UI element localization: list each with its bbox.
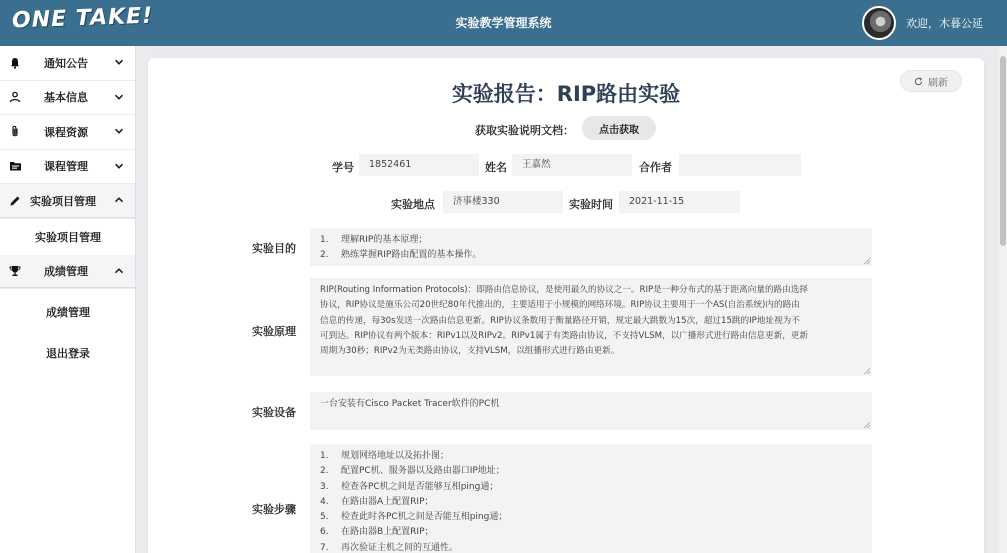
steps-textarea[interactable] — [310, 444, 872, 553]
sidebar-item-experiment-projects[interactable] — [0, 184, 135, 219]
text-line: 协议，RIP协议是施乐公司20世纪80年代推出的，主要适用于小规模的网络环境。RIP协议主要用于一个AS(自治系统)内的路由 — [320, 300, 800, 311]
partner-field[interactable] — [679, 154, 801, 176]
user-icon — [8, 90, 22, 104]
resize-handle[interactable] — [863, 257, 870, 264]
text-line: 可到达。RIP协议有两个版本：RIPv1以及RIPv2。RIPv1属于有类路由协议，不支持VLSM，以广播形式进行路由信息更新，更新 — [320, 330, 809, 341]
steps-label: 实验步骤 — [252, 503, 296, 516]
student-id-field[interactable]: 1852461 — [359, 154, 479, 176]
text-line: 周期为30秒；RIPv2为无类路由协议，支持VLSM，以组播形式进行路由更新。 — [320, 346, 620, 357]
app-logo[interactable]: ONE TAKE! — [11, 3, 154, 34]
chevron-up-icon — [114, 195, 124, 205]
page-title: 实验报告：RIP路由实验 — [451, 82, 681, 106]
resize-handle[interactable] — [863, 421, 870, 428]
report-card — [148, 58, 984, 553]
list-item: 1. 理解RIP的基本原理； — [320, 235, 428, 245]
logout-button[interactable]: 退出登录 — [46, 347, 90, 360]
chevron-down-icon — [114, 126, 124, 136]
list-item: 4. 在路由器A上配置RIP； — [320, 496, 434, 507]
text-line: 一台安装有Cisco Packet Tracer软件的PC机 — [320, 399, 500, 409]
list-item: 3. 检查各PC机之间是否能够互相ping通； — [320, 481, 499, 492]
sidebar-item-label: 成绩管理 — [44, 265, 88, 279]
chevron-down-icon — [114, 92, 124, 102]
sidebar-item-basic-info[interactable] — [0, 81, 135, 116]
doc-label: 获取实验说明文档： — [475, 124, 574, 137]
refresh-label: 刷新 — [928, 77, 948, 89]
sidebar — [0, 46, 136, 553]
name-field[interactable]: 王嘉然 — [512, 154, 632, 176]
folder-icon — [8, 159, 22, 173]
partner-label: 合作者 — [639, 161, 672, 174]
time-field[interactable]: 2021-11-15 — [619, 191, 740, 213]
sidebar-item-notices[interactable] — [0, 46, 135, 81]
sidebar-item-label: 课程管理 — [44, 160, 88, 174]
location-field[interactable]: 济事楼330 — [443, 191, 563, 213]
sidebar-item-grades[interactable] — [0, 255, 135, 290]
list-item: 7. 再次验证主机之间的互通性。 — [320, 542, 459, 553]
bell-icon — [8, 56, 22, 70]
pencil-icon — [8, 194, 22, 208]
sidebar-item-label: 课程资源 — [44, 125, 88, 139]
time-label: 实验时间 — [569, 198, 613, 211]
list-item: 6. 在路由器B上配置RIP； — [320, 527, 434, 538]
sidebar-item-label: 基本信息 — [44, 91, 88, 105]
equipment-textarea[interactable] — [310, 392, 872, 430]
sidebar-subitem-grades[interactable]: 成绩管理 — [46, 306, 90, 319]
chevron-down-icon — [114, 161, 124, 171]
fetch-doc-button[interactable]: 点击获取 — [582, 116, 656, 140]
list-item: 2. 配置PC机、服务器以及路由器口IP地址； — [320, 466, 505, 477]
sidebar-item-label: 实验项目管理 — [30, 194, 96, 208]
chevron-down-icon — [114, 57, 124, 67]
purpose-label: 实验目的 — [252, 242, 296, 255]
text-line: 信息的传递，每30s发送一次路由信息更新。RIP协议条数用于衡量路径开销，规定最大跳数为15次，超过15跳的IP地址视为不 — [320, 315, 800, 326]
chevron-up-icon — [114, 266, 124, 276]
resize-handle[interactable] — [863, 367, 870, 374]
system-title: 实验教学管理系统 — [455, 16, 552, 30]
welcome-text: 欢迎，木暮公延 — [906, 17, 983, 30]
location-label: 实验地点 — [391, 198, 435, 211]
sidebar-item-label: 通知公告 — [44, 56, 88, 70]
student-id-label: 学号 — [332, 161, 354, 174]
sidebar-item-course-resources[interactable] — [0, 115, 135, 150]
sidebar-subitem-experiment-projects[interactable]: 实验项目管理 — [35, 230, 101, 244]
top-bar — [0, 0, 1007, 46]
name-label: 姓名 — [485, 161, 507, 174]
sidebar-item-course-management[interactable] — [0, 150, 135, 185]
purpose-textarea[interactable] — [310, 228, 872, 266]
principle-textarea[interactable] — [310, 278, 872, 376]
principle-label: 实验原理 — [252, 325, 296, 338]
avatar[interactable] — [862, 6, 896, 40]
paperclip-icon — [8, 125, 22, 139]
equipment-label: 实验设备 — [252, 406, 296, 419]
list-item: 1. 规划网络地址以及拓扑图； — [320, 451, 450, 461]
scrollbar-thumb[interactable] — [1000, 56, 1006, 246]
trophy-icon — [8, 264, 22, 278]
list-item: 2. 熟练掌握RIP路由配置的基本操作。 — [320, 250, 482, 261]
list-item: 5. 检查此时各PC机之间是否能互相ping通； — [320, 512, 508, 523]
text-line: RIP(Routing Information Protocols)：即路由信息协议，是使用最久的协议之一。RIP是一种分布式的基于距离向量的路由选择 — [320, 285, 808, 295]
